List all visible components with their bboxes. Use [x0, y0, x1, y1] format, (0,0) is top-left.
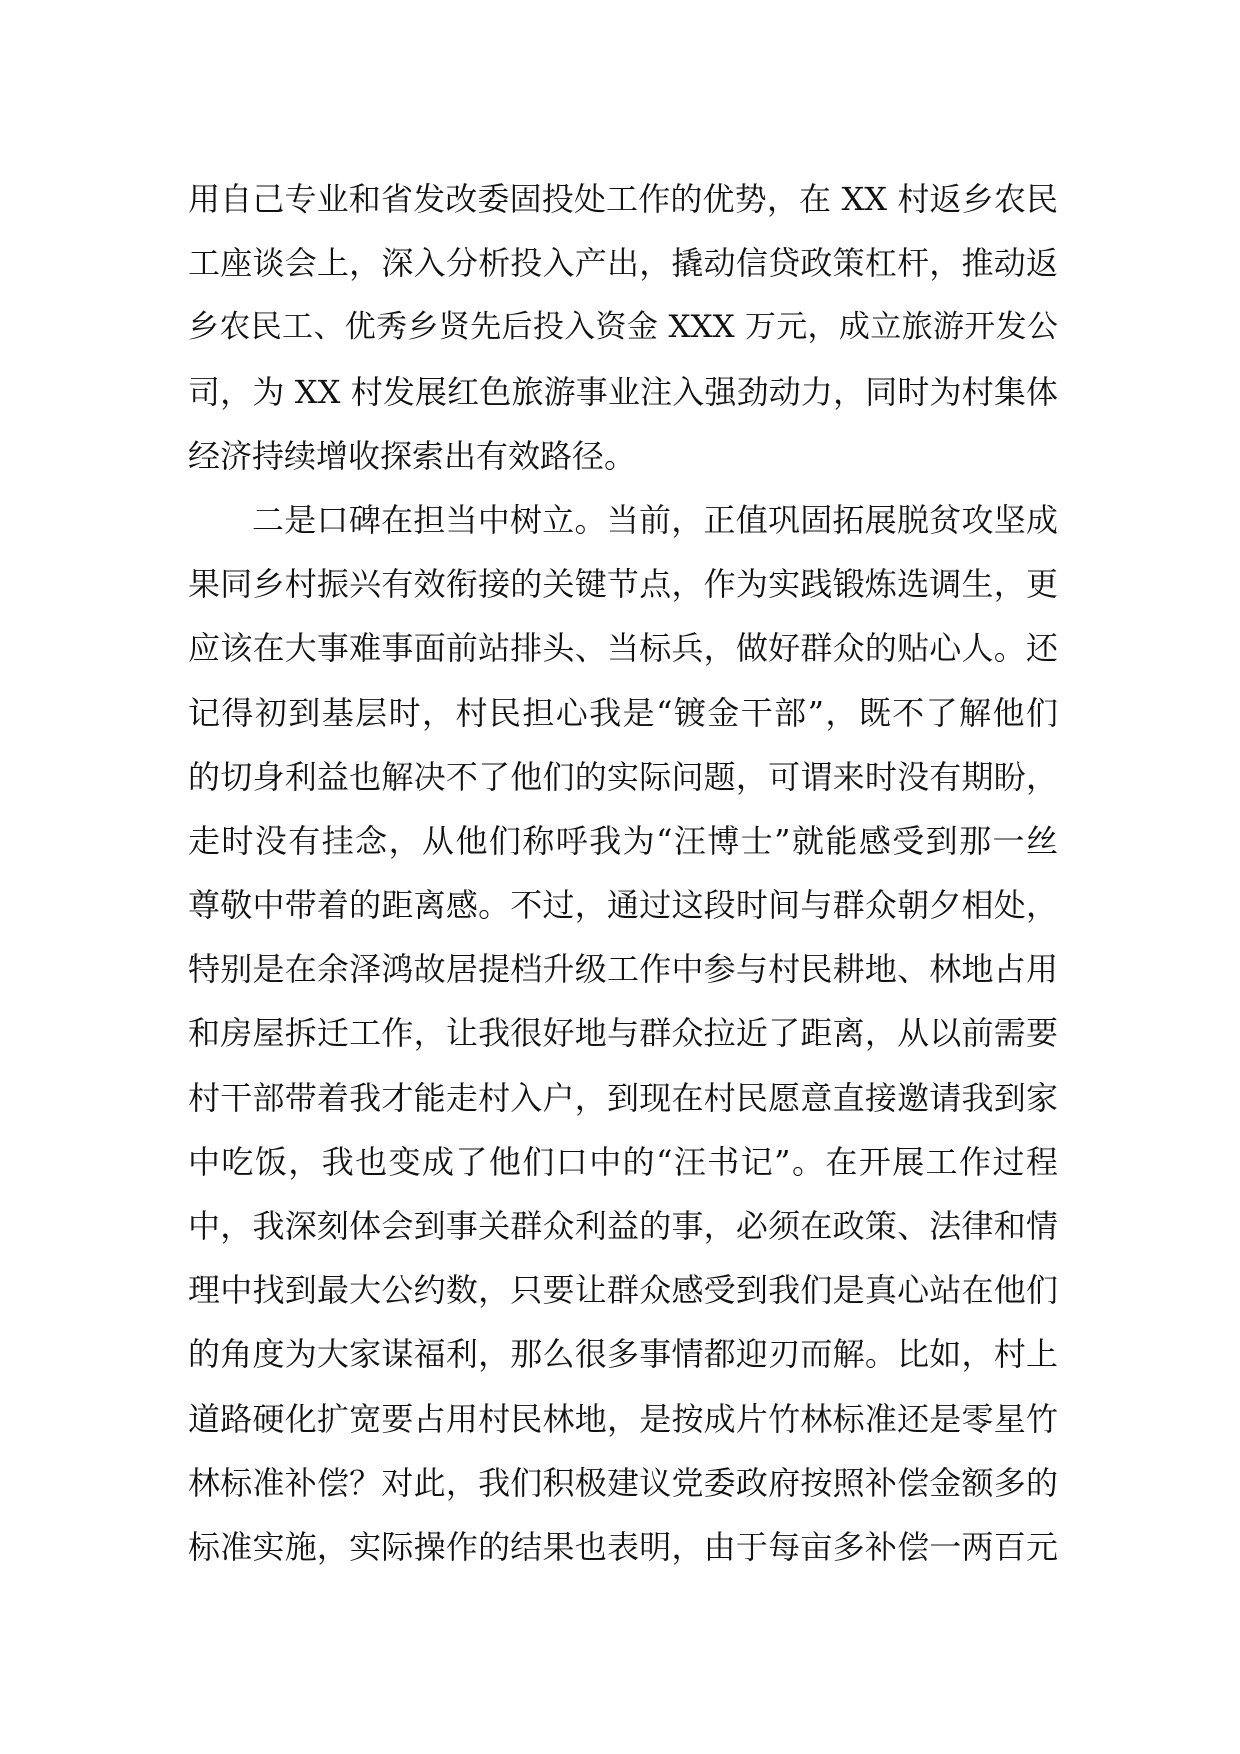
text-line: 中，我深刻体会到事关群众利益的事，必须在政策、法律和情 [188, 1207, 1058, 1245]
text-line: 记得初到基层时，村民担心我是“镀金干部”，既不了解他们 [188, 693, 1058, 732]
text-line: 工座谈会上，深入分析投入产出，撬动信贷政策杠杆，推动返 [188, 244, 1058, 283]
text-line: 乡农民工、优秀乡贤先后投入资金 XXX 万元，成立旅游开发公 [188, 309, 1058, 346]
text-line: 标准实施，实际操作的结果也表明，由于每亩多补偿一两百元 [188, 1527, 1058, 1566]
text-line: 特别是在余泽鸿故居提档升级工作中参与村民耕地、林地占用 [188, 950, 1058, 989]
text-line: 应该在大事难事面前站排头、当标兵，做好群众的贴心人。还 [188, 629, 1058, 668]
text-line: 林标准补偿？对此，我们积极建议党委政府按照补偿金额多的 [188, 1463, 1058, 1502]
text-line: 村干部带着我才能走村入户，到现在村民愿意直接邀请我到家 [188, 1078, 1058, 1117]
paragraph-start-line: 二是口碑在担当中树立。当前，正值巩固拓展脱贫攻坚成 [252, 500, 1058, 539]
text-line: 司，为 XX 村发展红色旅游事业注入强劲动力，同时为村集体 [188, 372, 1058, 411]
body-text [188, 167, 1058, 1579]
text-line: 的角度为大家谋福利，那么很多事情都迎刃而解。比如，村上 [188, 1335, 1058, 1374]
text-line: 走时没有挂念，从他们称呼我为“汪博士”就能感受到那一丝 [188, 821, 1058, 860]
text-line: 尊敬中带着的距离感。不过，通过这段时间与群众朝夕相处， [188, 886, 1058, 925]
text-line: 的切身利益也解决不了他们的实际问题，可谓来时没有期盼， [188, 757, 1058, 796]
text-line: 经济持续增收探索出有效路径。 [188, 436, 637, 475]
text-line: 理中找到最大公约数，只要让群众感受到我们是真心站在他们 [188, 1271, 1058, 1310]
text-line: 果同乡村振兴有效衔接的关键节点，作为实践锻炼选调生，更 [188, 565, 1058, 604]
text-line: 和房屋拆迁工作，让我很好地与群众拉近了距离，从以前需要 [188, 1014, 1058, 1053]
text-line: 中吃饭，我也变成了他们口中的“汪书记”。在开展工作过程 [188, 1142, 1058, 1181]
text-line: 道路硬化扩宽要占用村民林地，是按成片竹林标准还是零星竹 [188, 1399, 1058, 1438]
text-line: 用自己专业和省发改委固投处工作的优势，在 XX 村返乡农民 [188, 180, 1058, 218]
